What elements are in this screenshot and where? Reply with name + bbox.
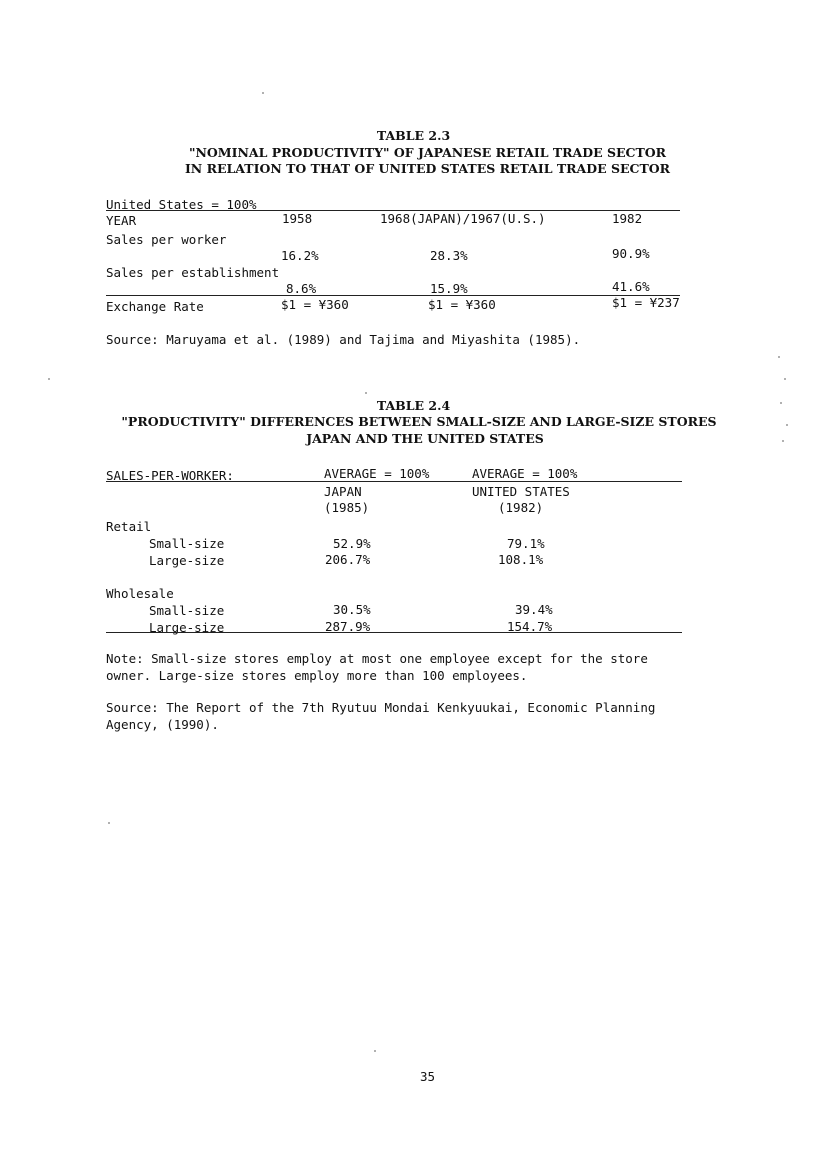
- wholesale-small-japan: 30.5%: [333, 602, 371, 617]
- table-2-4-subtitle-2: JAPAN AND THE UNITED STATES: [306, 431, 544, 446]
- scan-speck: [108, 822, 110, 824]
- retail-label: Retail: [106, 519, 152, 534]
- wholesale-small-size-label: Small-size: [149, 603, 225, 618]
- year-1968-1967: 1968(JAPAN)/1967(U.S.): [380, 211, 546, 226]
- retail-large-size-label: Large-size: [149, 553, 225, 568]
- table-2-4-title: TABLE 2.4: [376, 398, 451, 413]
- sales-per-worker-label: Sales per worker: [106, 232, 227, 247]
- wholesale-large-japan: 287.9%: [325, 619, 371, 634]
- scan-speck: [262, 92, 264, 94]
- table-2-4-bottom-rule: [106, 632, 682, 633]
- exchange-rate-1982: $1 = ¥237: [612, 295, 680, 310]
- page-number: 35: [420, 1069, 436, 1084]
- us-average-header: AVERAGE = 100%: [472, 466, 578, 481]
- table-2-3-mid-rule: [106, 295, 680, 296]
- scan-speck: [786, 424, 788, 426]
- scan-speck: [784, 378, 786, 380]
- exchange-rate-1968: $1 = ¥360: [428, 297, 496, 312]
- year-1958: 1958: [282, 211, 313, 226]
- retail-small-us: 79.1%: [507, 536, 545, 551]
- sales-per-establishment-1958: 8.6%: [286, 281, 317, 296]
- japan-column-year: (1985): [324, 500, 370, 515]
- japan-column-label: JAPAN: [324, 484, 362, 499]
- table-2-3-title: TABLE 2.3: [376, 128, 451, 143]
- japan-average-header: AVERAGE = 100%: [324, 466, 430, 481]
- table-2-4-top-rule: [106, 481, 682, 482]
- sales-per-worker-1982: 90.9%: [612, 246, 650, 261]
- table-2-3-basis: United States = 100%: [106, 197, 257, 212]
- table-2-4-source-line-1: Source: The Report of the 7th Ryutuu Mondai Kenkyuukai, Economic Planning: [106, 700, 656, 715]
- scan-speck: [365, 392, 367, 394]
- exchange-rate-label: Exchange Rate: [106, 299, 204, 314]
- scan-speck: [374, 1050, 376, 1052]
- table-2-3-subtitle-2: IN RELATION TO THAT OF UNITED STATES RETAIL TRADE SECTOR: [184, 161, 671, 176]
- table-2-4-subtitle-1: "PRODUCTIVITY" DIFFERENCES BETWEEN SMALL-SIZE AND LARGE-SIZE STORES: [121, 414, 717, 429]
- table-2-3-source: Source: Maruyama et al. (1989) and Tajima and Miyashita (1985).: [106, 332, 581, 347]
- retail-small-japan: 52.9%: [333, 536, 371, 551]
- retail-large-japan: 206.7%: [325, 552, 371, 567]
- sales-per-establishment-1982: 41.6%: [612, 279, 650, 294]
- sales-per-worker-1958: 16.2%: [281, 248, 319, 263]
- scan-speck: [48, 378, 50, 380]
- retail-large-us: 108.1%: [498, 552, 544, 567]
- year-label: YEAR: [106, 213, 137, 228]
- exchange-rate-1958: $1 = ¥360: [281, 297, 349, 312]
- scan-speck: [778, 356, 780, 358]
- us-column-label: UNITED STATES: [472, 484, 570, 499]
- sales-per-worker-1968: 28.3%: [430, 248, 468, 263]
- sales-per-establishment-label: Sales per establishment: [106, 265, 280, 280]
- table-2-4-source-line-2: Agency, (1990).: [106, 717, 219, 732]
- wholesale-small-us: 39.4%: [515, 602, 553, 617]
- wholesale-large-size-label: Large-size: [149, 620, 225, 635]
- table-2-3-subtitle-1: "NOMINAL PRODUCTIVITY" OF JAPANESE RETAIL TRADE SECTOR: [188, 145, 667, 160]
- year-1982: 1982: [612, 211, 643, 226]
- scan-speck: [782, 440, 784, 442]
- table-2-4-note-line-1: Note: Small-size stores employ at most one employee except for the store: [106, 651, 648, 666]
- us-column-year: (1982): [498, 500, 544, 515]
- scan-speck: [780, 402, 782, 404]
- sales-per-worker-header: SALES-PER-WORKER:: [106, 468, 234, 483]
- retail-small-size-label: Small-size: [149, 536, 225, 551]
- wholesale-large-us: 154.7%: [507, 619, 553, 634]
- sales-per-establishment-1968: 15.9%: [430, 281, 468, 296]
- table-2-4-note-line-2: owner. Large-size stores employ more than 100 employees.: [106, 668, 528, 683]
- wholesale-label: Wholesale: [106, 586, 174, 601]
